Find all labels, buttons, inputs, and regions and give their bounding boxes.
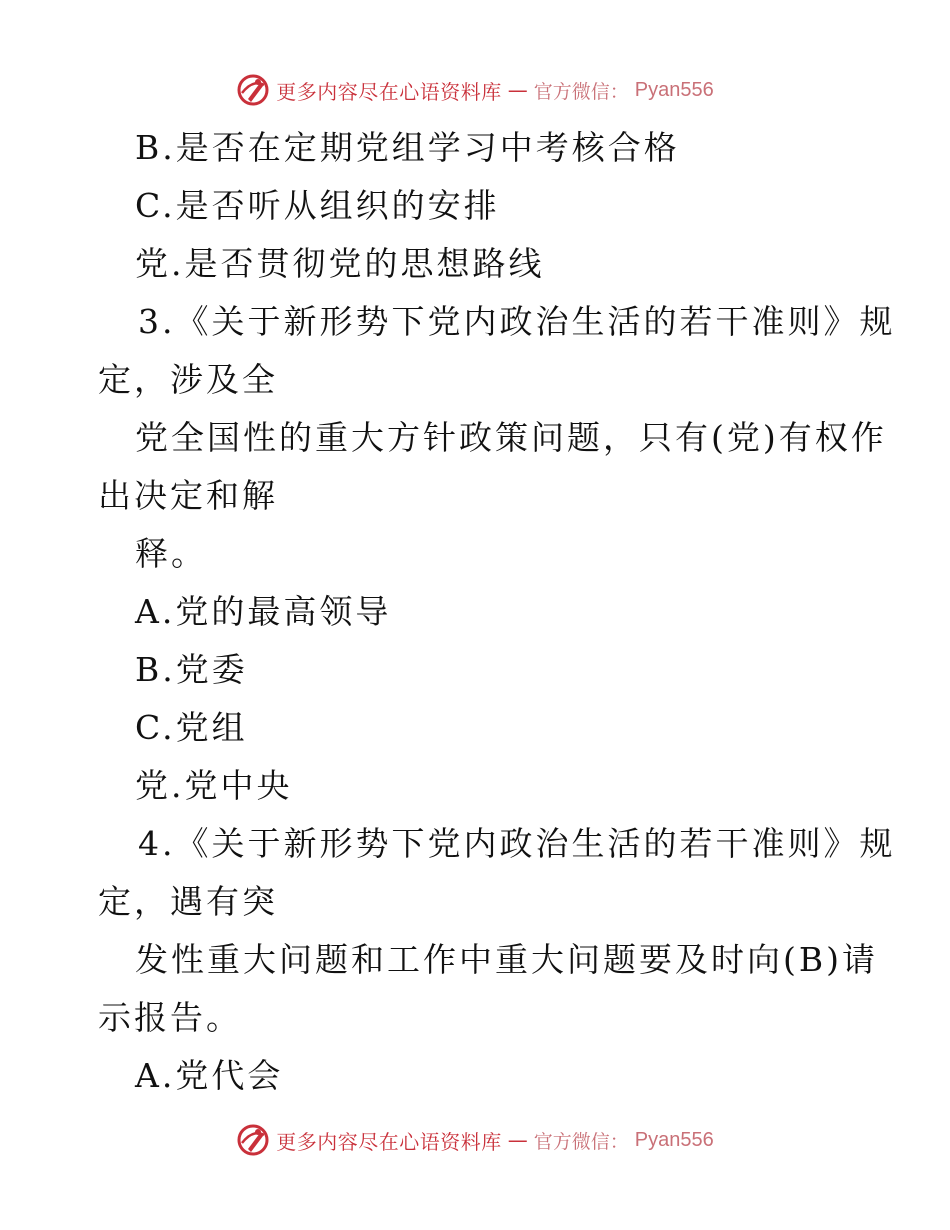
text-line: A.党的最高领导 xyxy=(135,592,392,631)
header-banner xyxy=(0,70,950,110)
text-line: 出决定和解 xyxy=(98,476,278,515)
text-line: 发性重大问题和工作中重大问题要及时向(B)请 xyxy=(135,940,878,979)
separator-dash: — xyxy=(507,1128,528,1152)
text-line: B.党委 xyxy=(135,650,248,689)
wechat-account: Pyan556 xyxy=(634,78,714,101)
text-line: C.是否听从组织的安排 xyxy=(135,186,500,225)
separator-dash: — xyxy=(507,78,528,102)
text-line: 党.党中央 xyxy=(135,766,293,805)
wechat-label: 官方微信： xyxy=(533,80,629,103)
text-line: B.是否在定期党组学习中考核合格 xyxy=(135,128,680,167)
wechat-label: 官方微信： xyxy=(533,1130,629,1153)
text-line: 党全国性的重大方针政策问题，只有(党)有权作 xyxy=(135,418,887,457)
text-line: 4.《关于新形势下党内政治生活的若干准则》规 xyxy=(138,824,896,863)
text-line: 党.是否贯彻党的思想路线 xyxy=(135,244,545,283)
site-name: 更多内容尽在心语资料库 xyxy=(276,1129,502,1154)
text-line: A.党代会 xyxy=(135,1056,284,1095)
site-name: 更多内容尽在心语资料库 xyxy=(276,79,502,104)
pen-logo-icon xyxy=(236,1123,270,1157)
text-line: 3.《关于新形势下党内政治生活的若干准则》规 xyxy=(138,302,896,341)
footer-banner xyxy=(0,1120,950,1160)
text-line: 定，涉及全 xyxy=(98,360,278,399)
text-line: 示报告。 xyxy=(98,998,242,1037)
text-line: C.党组 xyxy=(135,708,248,747)
text-line: 释。 xyxy=(135,534,207,573)
pen-logo-icon xyxy=(236,73,270,107)
text-line: 定，遇有突 xyxy=(98,882,278,921)
wechat-account: Pyan556 xyxy=(634,1128,714,1151)
